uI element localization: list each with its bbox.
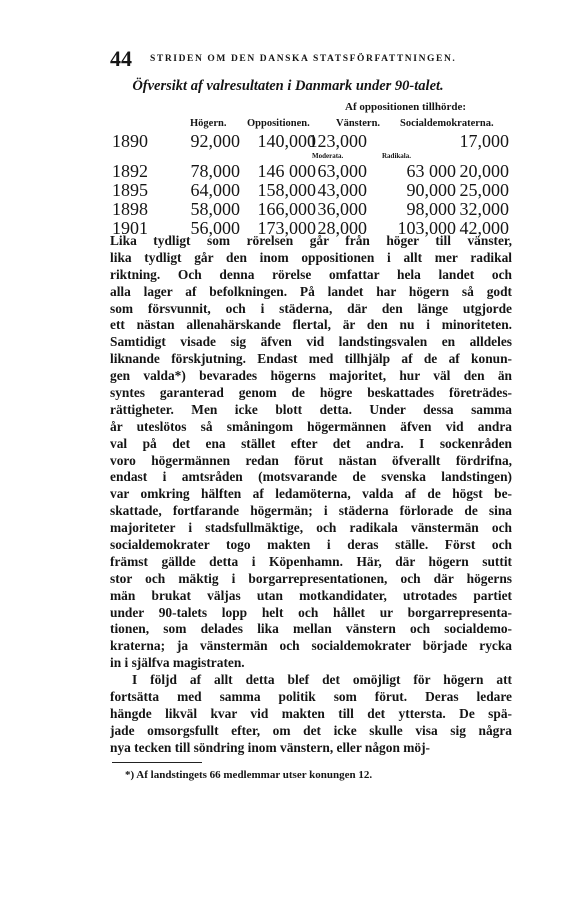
text-line: voro högermännen redan förut nästan öfverallt fördrifna, — [110, 452, 512, 468]
text-line: stor och mäktig i borgarrepresentationen, och där högerns — [110, 570, 512, 586]
cell-socialdemokraterna: 20,000 — [459, 161, 509, 181]
cell-year: 1892 — [112, 161, 148, 181]
body-text — [110, 233, 512, 757]
text-line: I följd af allt detta blef det omöjligt för högern att — [132, 672, 512, 688]
text-line: nya tecken till söndring inom vänstern, eller någon möj- — [110, 739, 431, 755]
text-line: under 90-talets lopp helt och hållet ur borgarrepresenta- — [110, 604, 512, 620]
cell-hogern: 92,000 — [190, 131, 240, 151]
text-line: främst gällde detta i Köpenhamn. Här, där högern suttit — [110, 553, 512, 569]
table-row — [0, 180, 576, 201]
column-header-hogern: Högern. — [190, 118, 227, 129]
cell-oppositionen: 173,000 — [257, 218, 316, 238]
footnote-rule — [112, 762, 202, 763]
text-line: år uteslötos så småningom högermännen äfven vid andra — [110, 418, 512, 434]
text-line: lika tydligt går den inom oppositionen i allt mer radikal — [110, 249, 512, 265]
cell-vanstern: 123,000 — [308, 131, 367, 151]
text-line: liknande förskjutning. Endast med tillhjälp af de af konun- — [110, 351, 512, 367]
subcolumn-header-radikala: Radikala. — [382, 152, 411, 160]
cell-hogern: 78,000 — [190, 161, 240, 181]
cell-vanstern: 36,000 — [317, 199, 367, 219]
cell-oppositionen: 158,000 — [257, 180, 316, 200]
text-line: kraterna; ja vänstermän och socialdemokrater började rycka — [110, 638, 512, 654]
cell-socialdemokraterna: 25,000 — [459, 180, 509, 200]
column-header-vanstern: Vänstern. — [336, 118, 381, 129]
text-line: in i själfva magistraten. — [110, 655, 245, 671]
cell-socialdemokraterna: 32,000 — [459, 199, 509, 219]
table-row — [0, 199, 576, 220]
cell-vanstern: 43,000 — [317, 180, 367, 200]
cell-oppositionen: 140,000 — [257, 131, 316, 151]
text-line: socialdemokrater togo makten i deras ställe. Först och — [110, 537, 512, 553]
cell-vanstern-radikala: 98,000 — [406, 199, 456, 219]
text-line: syntes garanterad genom de högre beskattades företrädes- — [110, 385, 512, 401]
text-line: endast i amtsråden (motsvarande de svenska landstingen) — [110, 469, 512, 485]
text-line: män brukat väljas utan motkandidater, utrotades partiet — [110, 587, 512, 603]
column-header-oppositionen: Oppositionen. — [247, 118, 310, 129]
text-line: tionen, som delades lika mellan vänstern och socialdemo- — [110, 621, 512, 637]
subcolumn-header-moderata: Moderata. — [312, 152, 344, 160]
table-title: Öfversikt af valresultaten i Danmark under 90-talet. — [132, 78, 444, 94]
cell-vanstern-radikala: 63 000 — [406, 161, 456, 181]
text-line: Lika tydligt som rörelsen går från höger till vänster, — [110, 233, 512, 248]
table-row — [0, 131, 576, 152]
text-line: riktning. Och denna rörelse omfattar hela landet och — [110, 266, 512, 282]
text-line: fortsätta med samma politik som förut. Deras ledare — [110, 689, 512, 705]
cell-socialdemokraterna: 17,000 — [459, 131, 509, 151]
page-number: 44 — [110, 46, 132, 71]
text-line: majoriteter i stadsfullmäktige, och radikala vänstermän och — [110, 520, 512, 536]
running-head: STRIDEN OM DEN DANSKA STATSFÖRFATTNINGEN. — [150, 54, 457, 64]
text-line: hängde likväl kvar vid makten till det yttersta. De spä- — [110, 705, 512, 721]
cell-vanstern: 28,000 — [317, 218, 367, 238]
cell-socialdemokraterna: 42,000 — [459, 218, 509, 238]
cell-year: 1901 — [112, 218, 148, 238]
text-line: Samtidigt visade sig äfven vid landstingsvalen en alldeles — [110, 334, 512, 350]
cell-year: 1890 — [112, 131, 148, 151]
election-results-table — [0, 0, 576, 240]
cell-vanstern: 63,000 — [317, 161, 367, 181]
text-line: gen valda*) bevarades högerns majoritet, hur väl den än — [110, 368, 512, 384]
footnote: *) Af landstingets 66 medlemmar utser konungen 12. — [125, 769, 373, 781]
column-header-socialdemokraterna: Socialdemokraterna. — [400, 118, 494, 129]
cell-hogern: 58,000 — [190, 199, 240, 219]
opposition-heading: Af oppositionen tillhörde: — [345, 101, 467, 113]
cell-hogern: 56,000 — [190, 218, 240, 238]
text-line: som försvunnit, och i städerna, där den länge utgjorde — [110, 300, 512, 316]
cell-oppositionen: 166,000 — [257, 199, 316, 219]
table-row — [0, 161, 576, 182]
cell-vanstern-radikala: 90,000 — [406, 180, 456, 200]
cell-hogern: 64,000 — [190, 180, 240, 200]
cell-year: 1895 — [112, 180, 148, 200]
text-line: val på det ena stället efter det andra. I sockenråden — [110, 435, 512, 451]
text-line: ett nästan allenahärskande flertal, är den nu i minoriteten. — [110, 317, 512, 333]
text-line: jade omsorgsfullt efter, om det icke skulle visa sig några — [110, 722, 512, 738]
cell-vanstern-radikala: 103,000 — [397, 218, 456, 238]
text-line: skattade, fortfarande högermän; i städerna förlorade de sina — [110, 503, 512, 519]
text-line: var omkring hälften af ledamöterna, valda af de högst be- — [110, 486, 512, 502]
text-line: alla lager af befolkningen. På landet har högern så godt — [110, 283, 512, 299]
cell-oppositionen: 146 000 — [257, 161, 316, 181]
cell-year: 1898 — [112, 199, 148, 219]
text-line: rättigheter. Men icke blott detta. Under dessa samma — [110, 401, 512, 417]
